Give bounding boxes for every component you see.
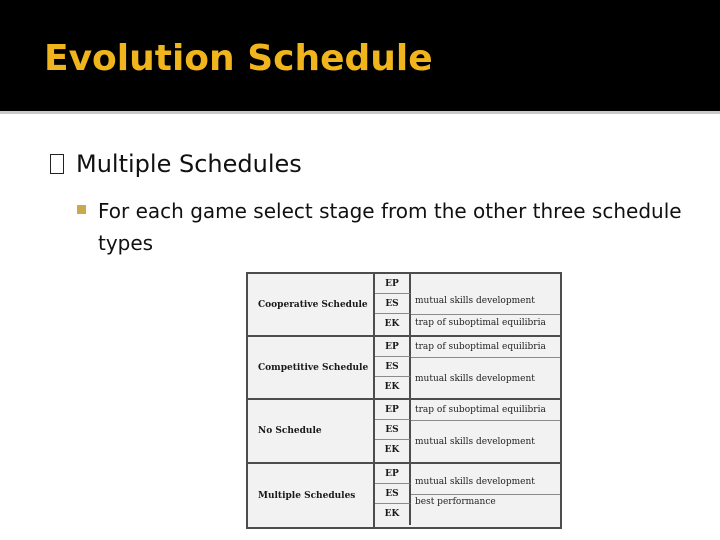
schedule-name: Multiple Schedules [248, 464, 375, 527]
stage-code: EP [375, 337, 411, 357]
stage-description: trap of suboptimal equilibria [415, 405, 546, 415]
stage-code: EP [375, 400, 411, 420]
schedule-name: Competitive Schedule [248, 337, 375, 398]
stage-code: ES [375, 357, 411, 377]
table-group [248, 337, 560, 400]
stage-description: mutual skills development [415, 296, 535, 306]
schedule-name: Cooperative Schedule [248, 274, 375, 335]
stage-code: EK [375, 314, 411, 335]
schedule-name: No Schedule [248, 400, 375, 462]
stage-code: EK [375, 504, 411, 525]
bullet-level-1-text: Multiple Schedules [76, 150, 302, 178]
stage-code: ES [375, 420, 411, 440]
stage-code: EK [375, 377, 411, 398]
stage-description: trap of suboptimal equilibria [415, 342, 546, 352]
row-divider [411, 314, 560, 315]
bullet-level-1 [50, 150, 302, 178]
stage-description: mutual skills development [415, 437, 535, 447]
row-divider [411, 494, 560, 495]
square-bullet-icon [77, 205, 86, 214]
table-group [248, 464, 560, 527]
slide-title: Evolution Schedule [44, 38, 433, 79]
stage-description: best performance [415, 497, 496, 507]
bullet-box-icon [50, 154, 64, 174]
stage-description: mutual skills development [415, 374, 535, 384]
stage-code: ES [375, 294, 411, 314]
row-divider [411, 357, 560, 358]
schedule-table-image [246, 272, 562, 529]
row-divider [411, 420, 560, 421]
bullet-level-2-text: For each game select stage from the other three schedule types [98, 199, 682, 255]
stage-code: EP [375, 464, 411, 484]
table-group [248, 274, 560, 337]
table-group [248, 400, 560, 464]
stage-code: ES [375, 484, 411, 504]
stage-description: mutual skills development [415, 477, 535, 487]
title-divider [0, 111, 720, 114]
stage-description: trap of suboptimal equilibria [415, 318, 546, 328]
stage-code: EK [375, 440, 411, 462]
stage-code: EP [375, 274, 411, 294]
title-bar [0, 0, 720, 111]
